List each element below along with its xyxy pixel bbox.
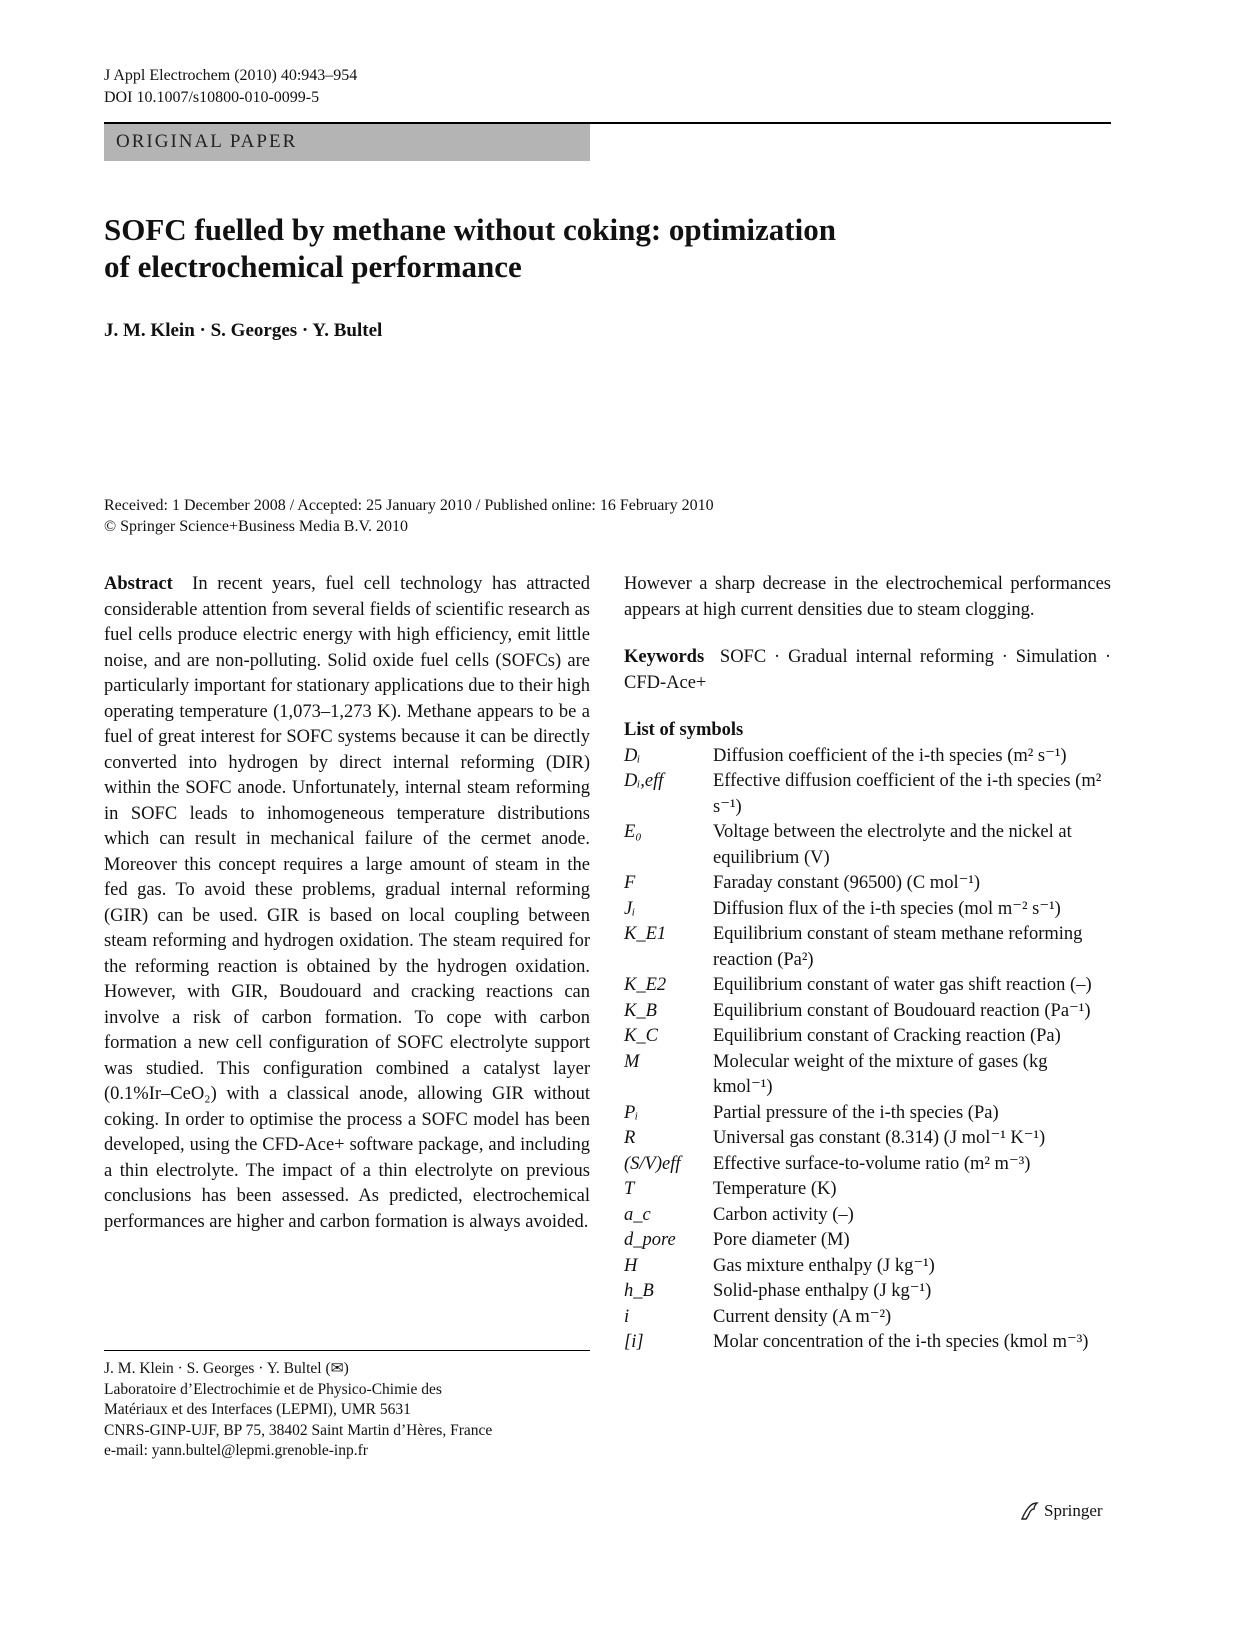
publisher-logo: [1018, 1500, 1103, 1522]
copyright-line: © Springer Science+Business Media B.V. 2010: [104, 518, 408, 535]
symbol-description: Molar concentration of the i-th species (kmol m⁻³): [713, 1332, 1089, 1352]
affiliation-email[interactable]: e-mail: yann.bultel@lepmi.grenoble-inp.fr: [104, 1442, 368, 1459]
symbol-name: H: [624, 1255, 638, 1276]
symbol-description: Voltage between the electrolyte and the nickel at equilibrium (V): [713, 822, 1072, 868]
symbol-row: [624, 744, 1111, 770]
symbol-description: Universal gas constant (8.314) (J mol⁻¹ K⁻¹): [713, 1128, 1046, 1148]
symbol-row: [624, 820, 1111, 871]
right-column: [624, 572, 1111, 1356]
symbol-row: [624, 1101, 1111, 1127]
symbol-description: Effective surface-to-volume ratio (m² m⁻³): [713, 1153, 1031, 1174]
springer-horse-icon: [1018, 1500, 1040, 1522]
paper-title: [104, 211, 1004, 285]
symbol-row: [624, 1152, 1111, 1178]
publisher-name: Springer: [1044, 1501, 1103, 1520]
symbol-row: [624, 922, 1111, 973]
symbol-description: Pore diameter (M): [713, 1230, 850, 1250]
affiliation-block: [104, 1359, 492, 1462]
symbol-description: Partial pressure of the i-th species (Pa): [713, 1102, 999, 1123]
symbol-name: [i]: [624, 1332, 644, 1352]
journal-reference: J Appl Electrochem (2010) 40:943–954: [104, 67, 358, 84]
symbol-name: Pᵢ: [624, 1102, 639, 1123]
symbol-row: [624, 1050, 1111, 1101]
symbol-name: a_c: [624, 1204, 651, 1225]
symbol-row: [624, 1254, 1111, 1280]
symbol-row: [624, 1177, 1111, 1203]
symbol-name: T: [624, 1179, 635, 1199]
symbol-row: [624, 1330, 1111, 1356]
symbol-row: [624, 1228, 1111, 1254]
section-band: [104, 124, 590, 161]
symbol-name: E₀: [624, 822, 642, 842]
symbol-name: K_B: [624, 1000, 657, 1021]
affiliation-lab-cont: Matériaux et des Interfaces (LEPMI), UMR 5631: [104, 1401, 411, 1418]
symbols-heading: List of symbols: [624, 720, 744, 740]
symbol-row: [624, 1126, 1111, 1152]
keywords-text: SOFC · Gradual internal reforming · Simulation · CFD-Ace+: [624, 647, 1111, 693]
affiliation-address: CNRS-GINP-UJF, BP 75, 38402 Saint Martin d’Hères, France: [104, 1421, 493, 1439]
doi[interactable]: DOI 10.1007/s10800-010-0099-5: [104, 89, 320, 106]
symbol-description: Faraday constant (96500) (C mol⁻¹): [713, 873, 981, 893]
journal-citation: [104, 65, 357, 109]
symbol-name: Jᵢ: [624, 898, 636, 919]
keywords-label: Keywords: [624, 647, 705, 667]
symbol-name: d_pore: [624, 1230, 676, 1250]
symbol-description: Current density (A m⁻²): [713, 1306, 892, 1327]
symbol-row: [624, 973, 1111, 999]
section-label: ORIGINAL PAPER: [116, 131, 298, 152]
symbol-description: Solid-phase enthalpy (J kg⁻¹): [713, 1281, 932, 1301]
symbol-name: i: [624, 1306, 630, 1327]
symbol-row: [624, 769, 1111, 820]
symbol-row: [624, 1203, 1111, 1229]
abstract-continuation: However a sharp decrease in the electrochemical performances appears at high current densities due to steam clogging.: [624, 574, 1111, 620]
footnote-rule: [104, 1350, 590, 1351]
symbol-description: Equilibrium constant of Boudouard reaction (Pa⁻¹): [713, 1000, 1091, 1021]
symbol-name: F: [624, 873, 636, 893]
symbol-name: K_E1: [624, 924, 667, 944]
symbol-description: Temperature (K): [713, 1179, 837, 1199]
symbol-row: [624, 1305, 1111, 1331]
dates-line: Received: 1 December 2008 / Accepted: 25 January 2010 / Published online: 16 February 2010: [104, 497, 714, 514]
author-list: J. M. Klein · S. Georges · Y. Bultel: [104, 320, 383, 341]
abstract-label: Abstract: [104, 574, 173, 594]
symbol-description: Carbon activity (–): [713, 1204, 854, 1225]
symbol-row: [624, 1279, 1111, 1305]
abstract-block: [104, 572, 590, 1235]
title-line-2: of electrochemical performance: [104, 249, 522, 284]
symbol-row: [624, 871, 1111, 897]
symbol-name: R: [624, 1128, 636, 1148]
symbol-name: h_B: [624, 1281, 654, 1301]
symbol-name: K_C: [624, 1026, 658, 1046]
symbol-description: Equilibrium constant of water gas shift reaction (–): [713, 975, 1092, 995]
symbol-name: M: [624, 1051, 640, 1072]
symbol-row: [624, 999, 1111, 1025]
symbol-name: Dᵢ: [624, 745, 641, 766]
affiliation-lab: Laboratoire d’Electrochimie et de Physico-Chimie des: [104, 1380, 442, 1398]
symbol-description: Equilibrium constant of steam methane reforming reaction (Pa²): [713, 924, 1083, 970]
symbol-name: Dᵢ,eff: [624, 771, 664, 791]
symbol-description: Molecular weight of the mixture of gases (kg kmol⁻¹): [713, 1051, 1048, 1097]
symbol-description: Diffusion coefficient of the i-th species (m² s⁻¹): [713, 745, 1067, 766]
keywords-block: [624, 645, 1111, 696]
title-line-1: SOFC fuelled by methane without coking: optimization: [104, 212, 836, 247]
publication-dates: [104, 495, 714, 537]
affiliation-authors: J. M. Klein · S. Georges · Y. Bultel (✉): [104, 1360, 349, 1377]
symbol-description: Effective diffusion coefficient of the i-th species (m² s⁻¹): [713, 771, 1102, 817]
abstract-text: In recent years, fuel cell technology has attracted considerable attention from several fields of scientific research as fuel cells produce electric energy with high efficiency, emit little noise, and are non-polluting. Solid oxide fuel cells (SOFCs) are particularly important for stationary applications due to their high operating temperature (1,073–1,273 K). Methane appears to be a fuel of great interest for SOFC systems because it can be directly converted into hydrogen by direct internal reforming (DIR) within the SOFC anode. Unfortunately, internal steam reforming in SOFC leads to inhomogeneous temperature distributions which can result in mechanical failure of the cermet anode. Moreover this concept requires a large amount of steam in the fed gas. To avoid these problems, gradual internal reforming (GIR) can be used. GIR is based on local coupling between steam reforming and hydrogen oxidation. The steam required for the reforming reaction is obtained by the hydrogen oxidation. However, with GIR, Boudouard and cracking reactions can involve a risk of carbon formation. To cope with carbon formation a new cell configuration of SOFC electrolyte support was studied. This configuration combined a catalyst layer (0.1%Ir–CeO₂) with a classical anode, allowing GIR without coking. In order to optimise the process a SOFC model has been developed, using the CFD-Ace+ software package, and including a thin electrolyte. The impact of a thin electrolyte on previous conclusions has been assessed. As predicted, electrochemical performances are higher and carbon formation is always avoided.: [104, 574, 591, 1232]
symbol-name: K_E2: [624, 975, 667, 995]
symbols-table: [624, 744, 1111, 1356]
symbol-row: [624, 897, 1111, 923]
symbol-description: Diffusion flux of the i-th species (mol m⁻² s⁻¹): [713, 898, 1061, 919]
symbol-name: (S/V)eff: [624, 1153, 681, 1174]
symbol-row: [624, 1024, 1111, 1050]
symbol-description: Equilibrium constant of Cracking reaction (Pa): [713, 1026, 1061, 1046]
symbol-description: Gas mixture enthalpy (J kg⁻¹): [713, 1255, 935, 1276]
